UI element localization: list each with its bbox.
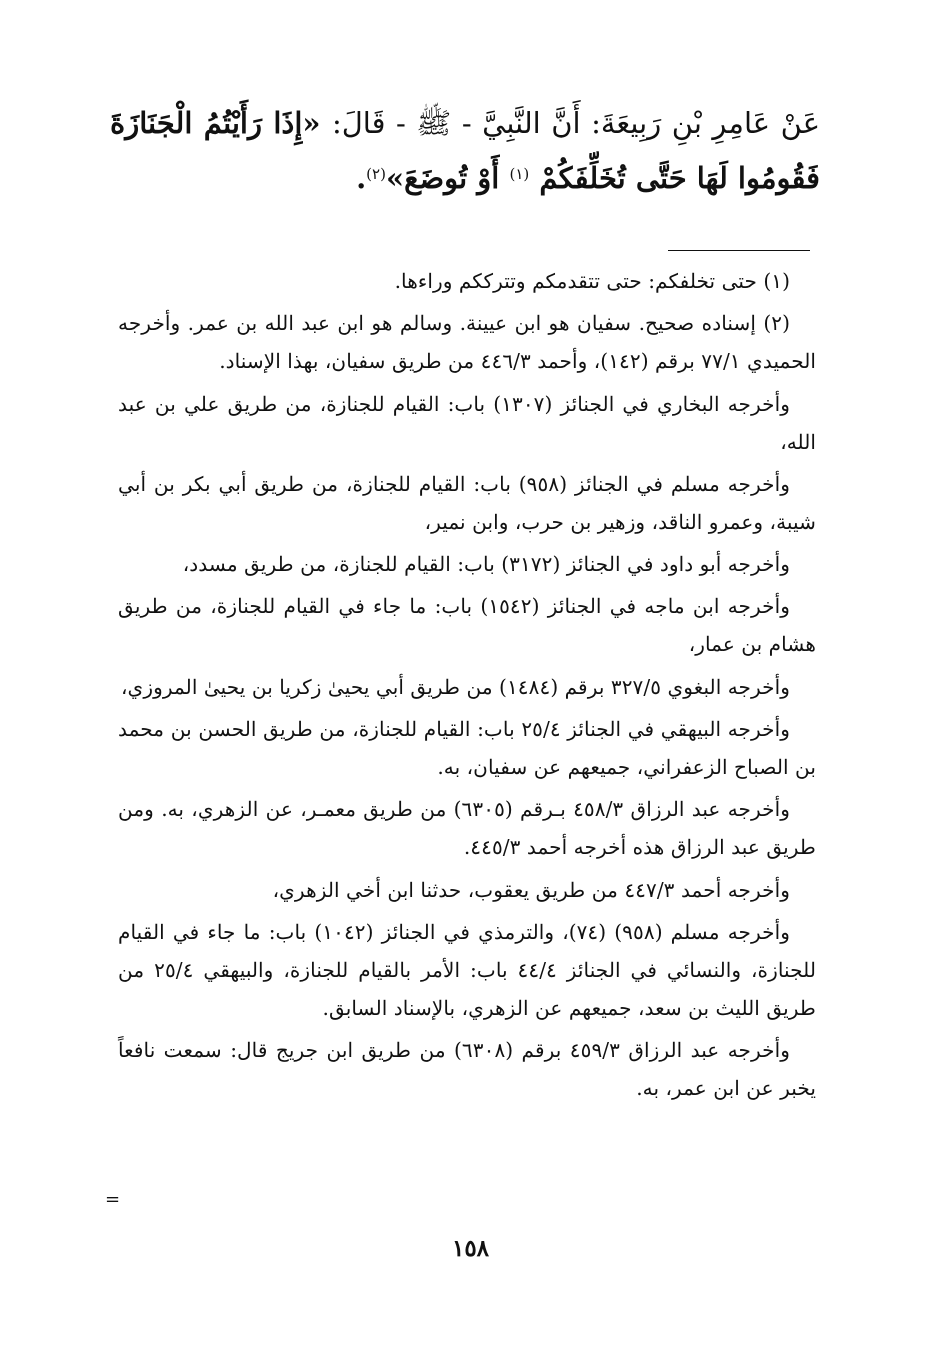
continuation-mark: = (105, 1189, 121, 1210)
hadith-narrator: عَنْ عَامِرِ بْنِ رَبِيعَةَ: أَنَّ النَّبِيَّ - ﷺ - قَالَ: (331, 106, 820, 140)
footnote-paragraph: وأخرجه عبد الرزاق ٤٥٩/٣ برقم (٦٣٠٨) من طريق ابن جريج قال: سمعت نافعاً يخبر عن ابن عمر، به. (118, 1038, 816, 1101)
hadith-text (110, 96, 820, 206)
footnote-paragraph: وأخرجه أحمد ٤٤٧/٣ من طريق يعقوب، حدثنا ابن أخي الزهري، (272, 877, 790, 902)
footnote-paragraph: وأخرجه مسلم في الجنائز (٩٥٨) باب: القيام للجنازة، من طريق أبي بكر بن أبي شيبة، وعمرو الناقد، وزهير بن حرب، وابن نمير، (118, 471, 816, 534)
footnote-paragraph: وأخرجه البغوي ٣٢٧/٥ برقم (١٤٨٤) من طريق أبي يحيىٰ زكريا بن يحيىٰ المروزي، (121, 674, 790, 699)
footnote-1: (١) حتى تخلفكم: حتى تتقدمكم وتترككم وراءها. (394, 269, 790, 293)
footnote-paragraph: وأخرجه البخاري في الجنائز (١٣٠٧) باب: القيام للجنازة، من طريق علي بن عبد الله، (118, 391, 816, 454)
footnote-paragraph: وأخرجه البيهقي في الجنائز ٢٥/٤ باب: القيام للجنازة، من طريق الحسن بن محمد بن الصباح الزعفراني، جميعهم عن سفيان، به. (118, 717, 816, 780)
hadith-period: . (356, 161, 367, 195)
footnote-paragraph: وأخرجه مسلم (٩٥٨) (٧٤)، والترمذي في الجنائز (١٠٤٢) باب: ما جاء في القيام للجنازة، والنسائي في الجنائز ٤٤/٤ باب: الأمر بالقيام للجنازة، والبيهقي ٢٥/٤ من طريق الليث بن سعد، جميعهم عن الزهري، بالإسناد السابق. (118, 919, 816, 1020)
footnote-ref-1[interactable]: (١) (509, 165, 530, 183)
footnote-paragraph: وأخرجه أبو داود في الجنائز (٣١٧٢) باب: القيام للجنازة، من طريق مسدد، (182, 552, 790, 577)
footnote-paragraph: وأخرجه ابن ماجه في الجنائز (١٥٤٢) باب: ما جاء في القيام للجنازة، من طريق هشام بن عمار، (118, 594, 816, 657)
footnotes (118, 262, 816, 1112)
hadith-body-end: أَوْ تُوضَعَ» (385, 161, 500, 195)
footnote-separator (668, 250, 810, 251)
page-number: ١٥٨ (451, 1235, 490, 1262)
hadith-body: «إِذَا رَأَيْتُمُ الْجَنَازَةَ فَقُومُوا لَهَا حَتَّى تُخَلِّفَكُمْ (110, 106, 820, 195)
footnote-ref-2[interactable]: (٢) (366, 165, 386, 183)
footnote-2: (٢) إسناده صحيح. سفيان هو ابن عيينة. وسالم هو ابن عبد الله بن عمر. وأخرجه الحميدي ٧٧/١ برقم (١٤٢)، وأحمد ٤٤٦/٣ من طريق سفيان، بهذا الإسناد. (118, 311, 816, 374)
footnote-paragraph: وأخرجه عبد الرزاق ٤٥٨/٣ بـرقم (٦٣٠٥) من طريق معمـر، عن الزهري، به. ومن طريق عبد الرزاق هذه أخرجه أحمد ٤٤٥/٣. (118, 797, 816, 860)
